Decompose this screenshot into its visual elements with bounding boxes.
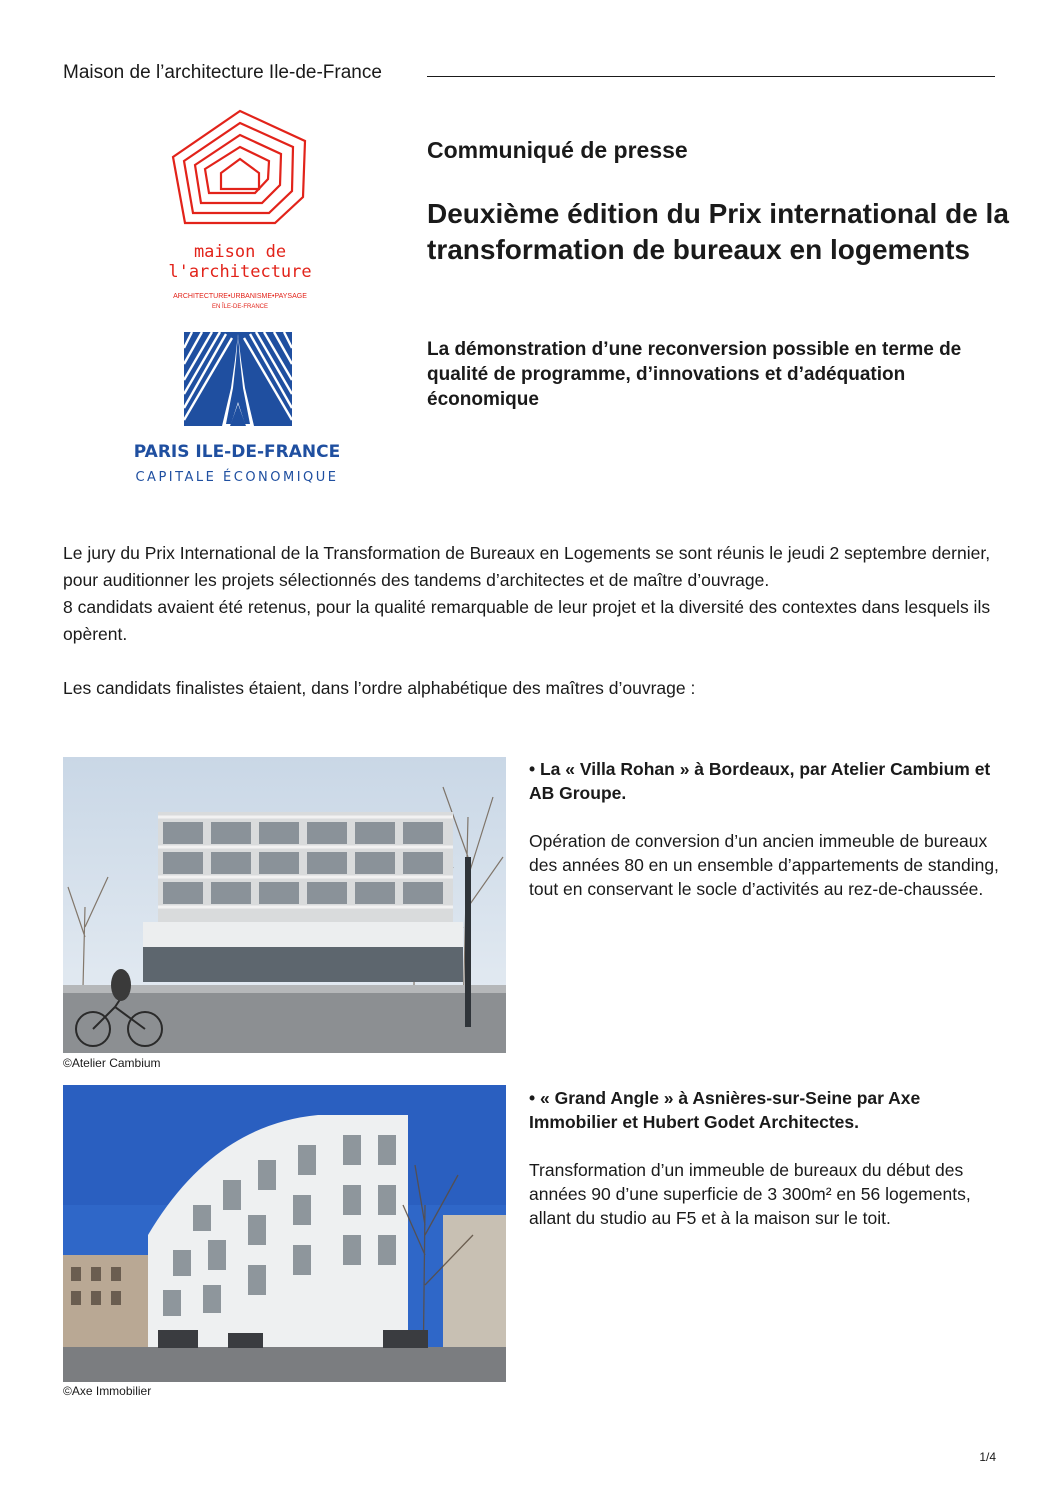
- page-number: 1/4: [979, 1450, 996, 1464]
- photo-credit-1: ©Atelier Cambium: [63, 1056, 161, 1070]
- intro-paragraph-2: 8 candidats avaient été retenus, pour la qualité remarquable de leur projet et la diversité des contextes dans lesquels ils opèrent.: [63, 597, 991, 644]
- project-villa-rohan: [529, 757, 999, 901]
- grand-angle-photo: [63, 1085, 506, 1382]
- paris-logo-line2: CAPITALE ÉCONOMIQUE: [135, 470, 339, 485]
- photo-credit-2: ©Axe Immobilier: [63, 1384, 152, 1398]
- villa-rohan-photo: [63, 757, 506, 1053]
- project-description: Opération de conversion d’un ancien immeuble de bureaux des années 80 en un ensemble d’appartements de standing, tout en conservant le socle d’activités au rez-de-chaussée.: [529, 831, 999, 899]
- project-grand-angle: [529, 1086, 999, 1230]
- maison-architecture-logo: [165, 105, 315, 315]
- project-title: • « Grand Angle » à Asnières-sur-Seine par Axe Immobilier et Hubert Godet Architectes.: [529, 1088, 921, 1132]
- intro-paragraph-3: Les candidats finalistes étaient, dans l’ordre alphabétique des maîtres d’ouvrage :: [63, 678, 696, 698]
- project-description: Transformation d’un immeuble de bureaux du début des années 90 d’une superficie de 3 300m² en 56 logements, allant du studio au F5 et à la maison sur le toit.: [529, 1160, 971, 1228]
- project-title: • La « Villa Rohan » à Bordeaux, par Atelier Cambium et AB Groupe.: [529, 759, 991, 803]
- header-rule: [427, 76, 995, 77]
- press-subhead: La démonstration d’une reconversion possible en terme de qualité de programme, d’innovations et d’adéquation économique: [427, 339, 962, 410]
- maison-logo-line4: EN ÎLE-DE-FRANCE: [211, 304, 269, 310]
- maison-logo-line3: ARCHITECTURE•URBANISME•PAYSAGE: [173, 293, 307, 300]
- paris-logo-line1: PARIS ILE-DE-FRANCE: [133, 442, 341, 462]
- paris-idf-logo: [120, 330, 355, 490]
- intro-paragraph-1: Le jury du Prix International de la Transformation de Bureaux en Logements se sont réunis le jeudi 2 septembre dernier, pour auditionner les projets sélectionnés des tandems d’architectes et de maître d’ouvrage.: [63, 543, 991, 590]
- press-headline: Deuxième édition du Prix international de la transformation de bureaux en logements: [427, 198, 1009, 265]
- maison-logo-line2: l'architecture: [168, 262, 312, 282]
- press-kicker: Communiqué de presse: [427, 137, 688, 163]
- header-title: Maison de l’architecture Ile-de-France: [63, 62, 382, 83]
- maison-logo-line1: maison de: [193, 242, 287, 262]
- intro-text: [63, 540, 1013, 702]
